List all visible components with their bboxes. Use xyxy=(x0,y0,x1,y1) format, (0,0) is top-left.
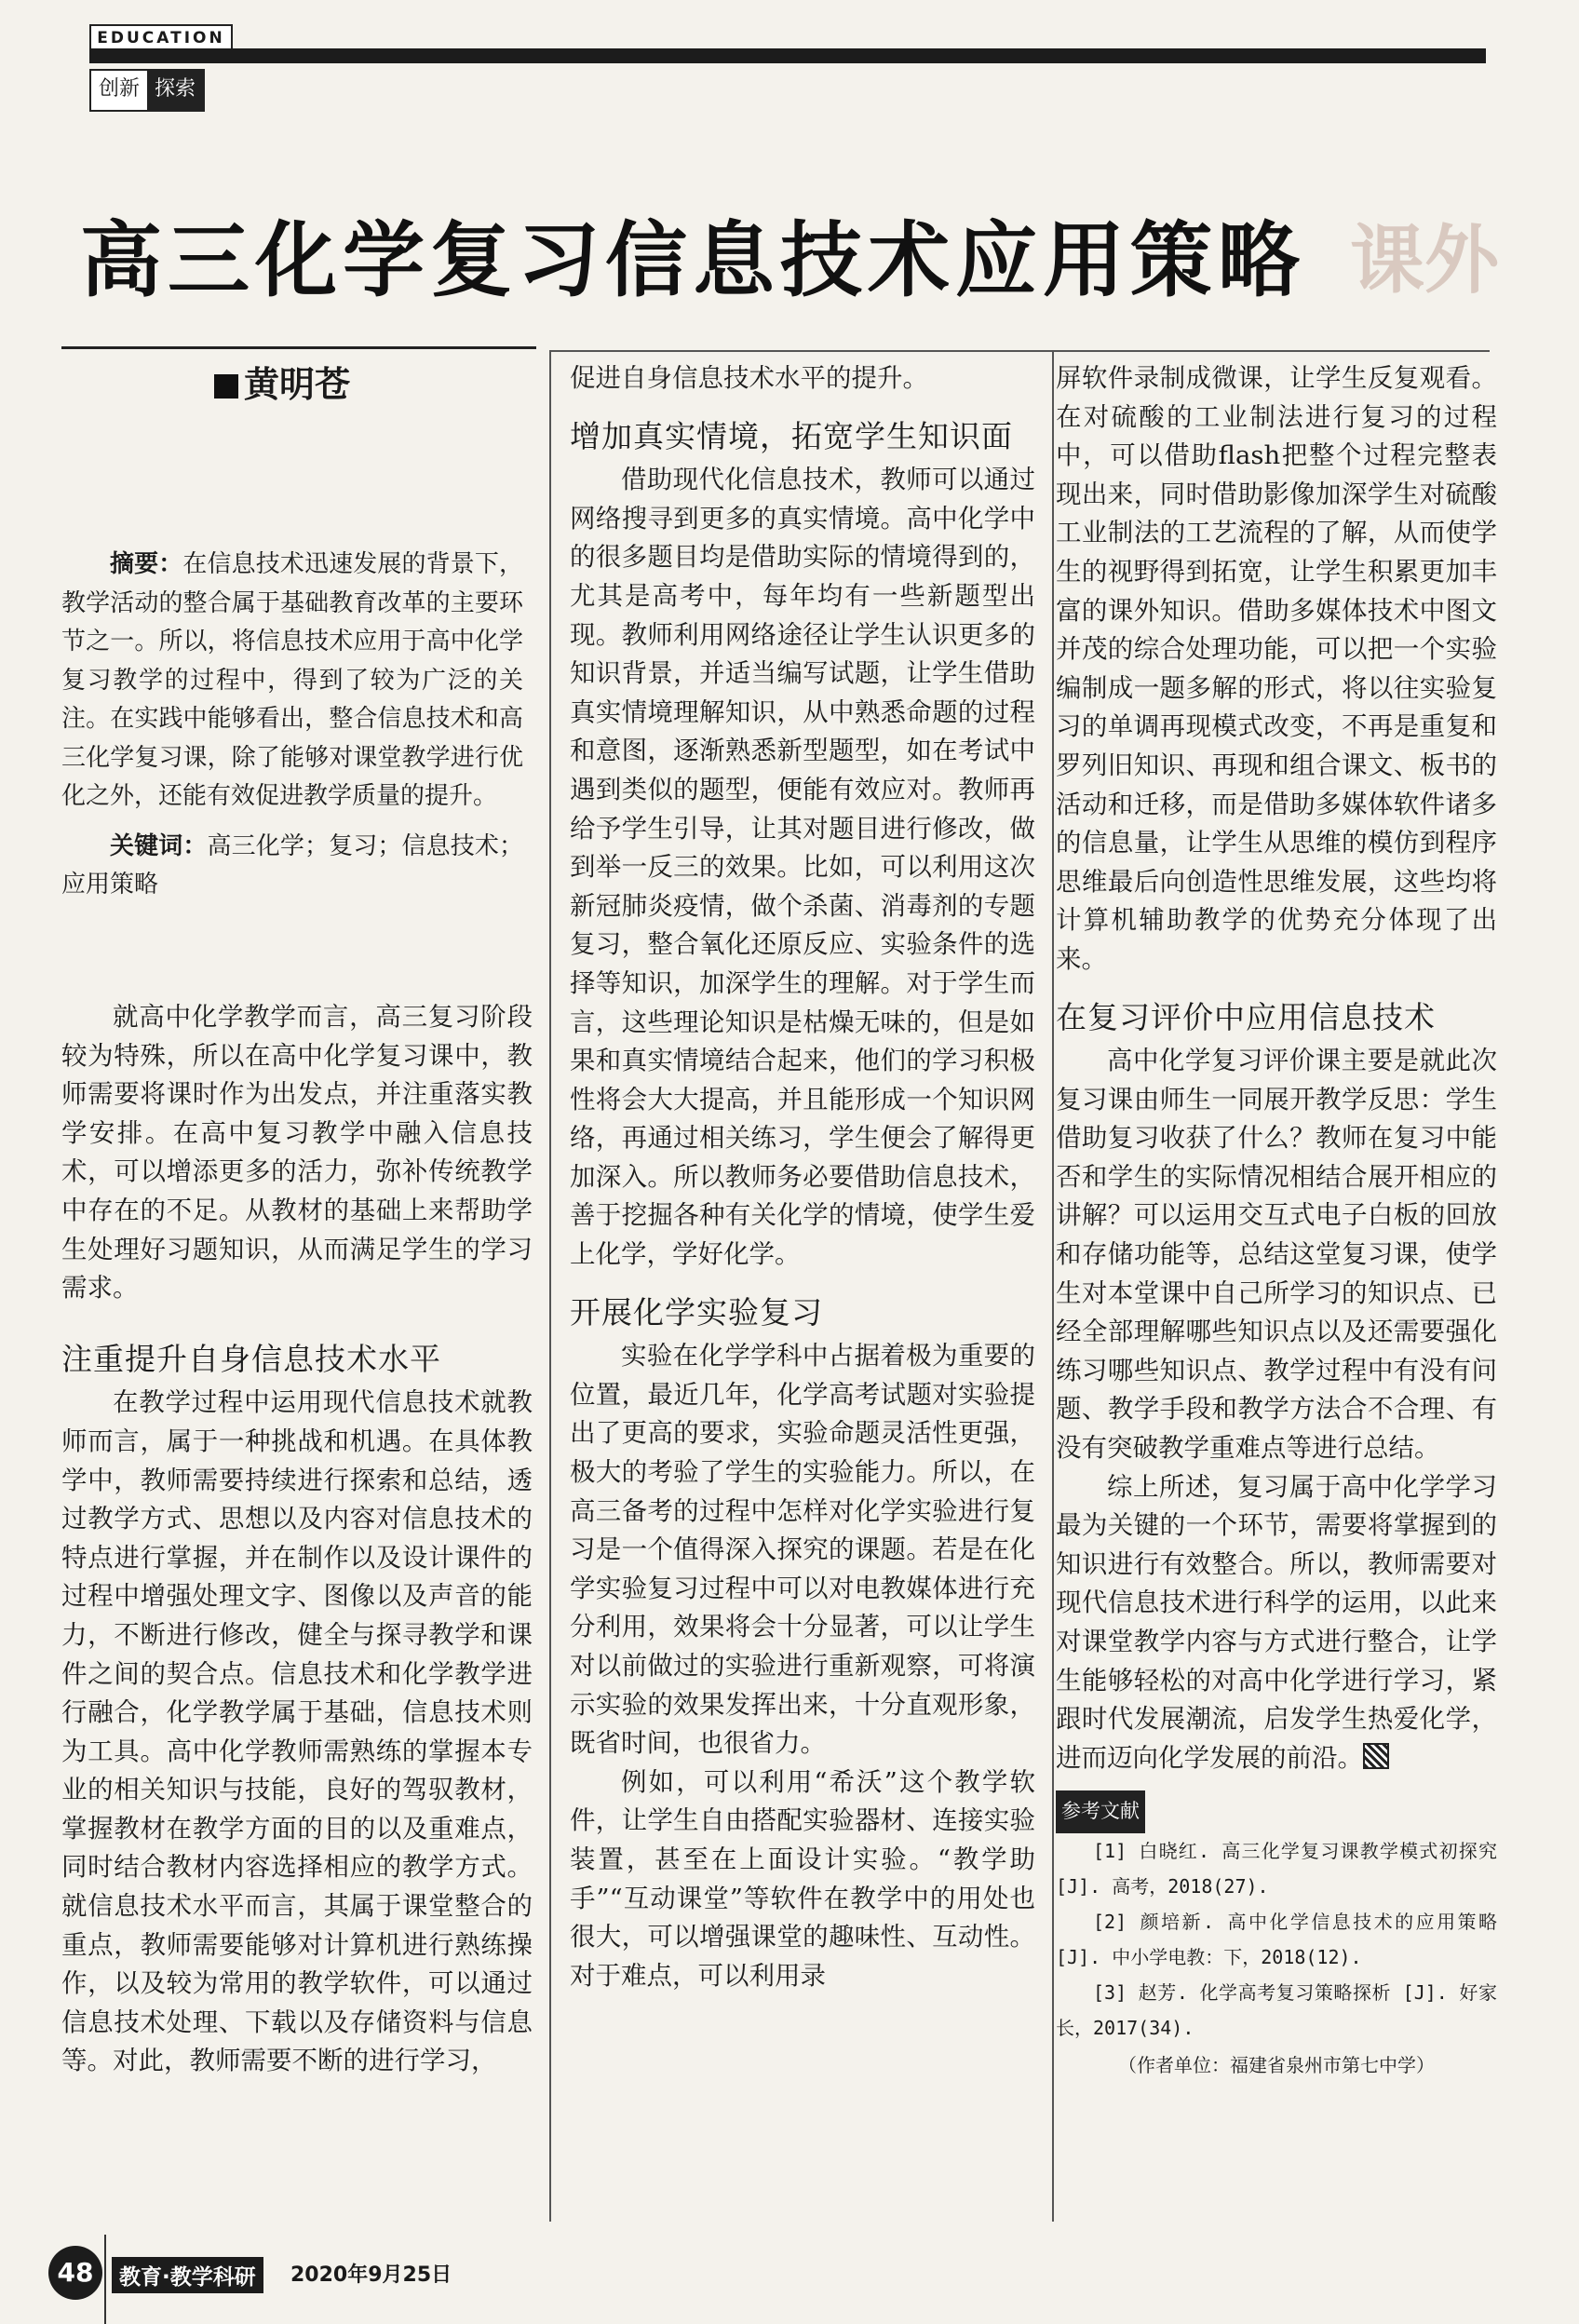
publication-date: 2020年9月25日 xyxy=(290,2263,452,2287)
header-bar xyxy=(89,48,1486,63)
continued-paragraph-col3: 屏软件录制成微课，让学生反复观看。在对硫酸的工业制法进行复习的过程中，可以借助flash把整个过程完整表现出来，同时借助影像加深学生对硫酸工业制法的工艺流程的了解，从而使学生的视野得到拓宽，让学生积累更加丰富的课外知识。借助多媒体技术中图文并茂的综合处理功能，可以把一个实验编制成一题多解的形式，将以往实验复习的单调再现模式改变，不再是重复和罗列旧知识、再现和组合课文、板书的活动和迁移，而是借助多媒体软件诸多的信息量，让学生从思维的模仿到程序思维最后向创造性思维发展，这些均将计算机辅助教学的优势充分体现了出来。 xyxy=(1056,363,1497,974)
abstract-text: 在信息技术迅速发展的背景下，教学活动的整合属于基础教育改革的主要环节之一。所以，将信息技术应用于高中化学复习教学的过程中，得到了较为广泛的关注。在实践中能够看出，整合信息技术和高三化学复习课，除了能够对课堂教学进行优化之外，还能有效促进教学质量的提升。 xyxy=(61,550,523,810)
section-heading-2: 增加真实情境，拓宽学生知识面 xyxy=(570,417,1013,454)
keywords-text: 高三化学；复习；信息技术；应用策略 xyxy=(61,831,523,899)
footer-rule xyxy=(104,2235,106,2324)
references-list xyxy=(1056,1833,1497,2083)
author-unit: （作者单位：福建省泉州市第七中学） xyxy=(1118,2053,1435,2076)
keywords-label: 关键词： xyxy=(110,831,208,860)
paragraph-3: 实验在化学学科中占据着极为重要的位置，最近几年，化学高考试题对实验提出了更高的要求，实验命题灵活性更强，极大的考验了学生的实验能力。所以，在高三备考的过程中怎样对化学实验进行复习是一个值得深入探究的课题。若是在化学实验复习过程中可以对电教媒体进行充分利用，效果将会十分显著，可以让学生对以前做过的实验进行重新观察，可将演示实验的效果发挥出来，十分直观形象，既省时间，也很省力。 xyxy=(570,1341,1035,1759)
page-number: 48 xyxy=(48,2246,102,2300)
journal-name: 教育·教学科研 xyxy=(112,2257,263,2293)
author-name-text: 黄明苍 xyxy=(244,364,351,405)
author-rule xyxy=(61,346,536,349)
section-heading-4: 在复习评价中应用信息技术 xyxy=(1056,998,1436,1035)
paragraph-6: 综上所述，复习属于高中化学学习最为关键的一个环节，需要将掌握到的知识进行有效整合。所以，教师需要对现代信息技术进行科学的运用，以此来对课堂教学内容与方式进行整合，让学生能够轻松的对高中化学进行学习，紧跟时代发展潮流，启发学生热爱化学，进而迈向化学发展的前沿。 xyxy=(1056,1471,1497,1773)
education-tag: EDUCATION xyxy=(89,24,233,52)
bleed-through-text: 课外 xyxy=(1350,217,1499,304)
reference-item: [2] 颜培新. 高中化学信息技术的应用策略 [J]. 中小学电教：下，2018(12). xyxy=(1056,1910,1497,1968)
references-label: 参考文献 xyxy=(1056,1790,1145,1833)
continued-paragraph: 促进自身信息技术水平的提升。 xyxy=(570,363,928,393)
section-heading-1: 注重提升自身信息技术水平 xyxy=(61,1340,441,1377)
column-1 xyxy=(61,998,533,2081)
section-tag-left: 创新 xyxy=(99,77,141,101)
abstract-label: 摘要： xyxy=(110,550,183,578)
abstract-block xyxy=(61,546,523,905)
author-name xyxy=(214,356,350,407)
reference-item: [3] 赵芳. 化学高考复习策略探析 [J]. 好家长，2017(34). xyxy=(1056,1980,1497,2039)
intro-paragraph: 就高中化学教学而言，高三复习阶段较为特殊，所以在高中化学复习课中，教师需要将课时作为出发点，并注重落实教学安排。在高中复习教学中融入信息技术，可以增添更多的活力，弥补传统教学中存在的不足。从教材的基础上来帮助学生处理好习题知识，从而满足学生的学习需求。 xyxy=(61,1002,533,1304)
column-2 xyxy=(570,359,1035,1995)
article-title: 高三化学复习信息技术应用策略 xyxy=(80,212,1306,308)
column-3 xyxy=(1056,359,1497,2083)
end-mark-icon xyxy=(1363,1743,1389,1769)
paragraph-5: 高中化学复习评价课主要是就此次复习课由师生一同展开教学反思：学生借助复习收获了什么？教师在复习中能否和学生的实际情况相结合展开相应的讲解？可以运用交互式电子白板的回放和存储功能等，总结这堂复习课，使学生对本堂课中自己所学习的知识点、已经全部理解哪些知识点以及还需要强化练习哪些知识点、教学过程中有没有问题、教学手段和教学方法合不合理、有没有突破教学重难点等进行总结。 xyxy=(1056,1046,1497,1464)
author-square-icon xyxy=(214,374,238,399)
top-rule xyxy=(549,350,1490,352)
section-tag-right: 探索 xyxy=(147,71,203,110)
section-tag xyxy=(89,69,205,112)
paragraph-1: 在教学过程中运用现代信息技术就教师而言，属于一种挑战和机遇。在具体教学中，教师需要持续进行探索和总结，透过教学方式、思想以及内容对信息技术的特点进行掌握，并在制作以及设计课件的过程中增强处理文字、图像以及声音的能力，不断进行修改，健全与探寻教学和课件之间的契合点。信息技术和化学教学进行融合，化学教学属于基础，信息技术则为工具。高中化学教师需熟练的掌握本专业的相关知识与技能，良好的驾驭教材，掌握教材在教学方面的目的以及重难点，同时结合教材内容选择相应的教学方式。就信息技术水平而言，其属于课堂整合的重点，教师需要能够对计算机进行熟练操作，以及较为常用的教学软件，可以通过信息技术处理、下载以及存储资料与信息等。对此，教师需要不断的进行学习， xyxy=(61,1387,533,2076)
paragraph-4: 例如，可以利用“希沃”这个教学软件，让学生自由搭配实验器材、连接实验装置，甚至在上面设计实验。“教学助手”“互动课堂”等软件在教学中的用处也很大，可以增强课堂的趣味性、互动性。对于难点，可以利用录 xyxy=(570,1766,1035,1991)
column-rule-2 xyxy=(1052,350,1054,2222)
column-rule-1 xyxy=(549,350,551,2222)
reference-item: [1] 白晓红. 高三化学复习课教学模式初探究 [J]. 高考，2018(27). xyxy=(1056,1839,1497,1898)
paragraph-2: 借助现代化信息技术，教师可以通过网络搜寻到更多的真实情境。高中化学中的很多题目均是借助实际的情境得到的，尤其是高考中，每年均有一些新题型出现。教师利用网络途径让学生认识更多的知识背景，并适当编写试题，让学生借助真实情境理解知识，从中熟悉命题的过程和意图，逐渐熟悉新型题型，如在考试中遇到类似的题型，便能有效应对。教师再给予学生引导，让其对题目进行修改，做到举一反三的效果。比如，可以利用这次新冠肺炎疫情，做个杀菌、消毒剂的专题复习，整合氧化还原反应、实验条件的选择等知识，加深学生的理解。对于学生而言，这些理论知识是枯燥无味的，但是如果和真实情境结合起来，他们的学习积极性将会大大提高，并且能形成一个知识网络，再通过相关练习，学生便会了解得更加深入。所以教师务必要借助信息技术，善于挖掘各种有关化学的情境，使学生爱上化学，学好化学。 xyxy=(570,465,1035,1270)
section-heading-3: 开展化学实验复习 xyxy=(570,1293,823,1331)
